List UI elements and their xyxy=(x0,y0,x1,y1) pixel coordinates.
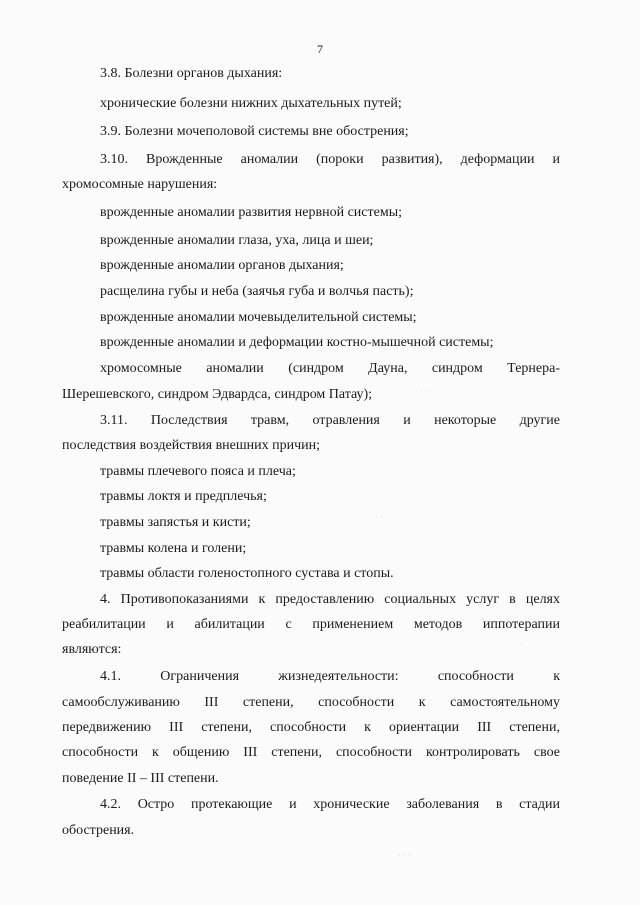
text-line: реабилитации и абилитации с применением методов иппотерапии xyxy=(62,617,560,632)
text-line: врожденные аномалии органов дыхания; xyxy=(100,258,344,273)
text-line: врожденные аномалии глаза, уха, лица и шеи; xyxy=(100,233,374,248)
text-line: травмы области голеностопного сустава и стопы. xyxy=(100,566,394,581)
scan-speck: · · xyxy=(420,386,429,396)
text-line: травмы плечевого пояса и плеча; xyxy=(100,464,296,479)
text-line: врожденные аномалии развития нервной системы; xyxy=(100,205,402,220)
text-line: травмы запястья и кисти; xyxy=(100,515,251,530)
text-line: 4.2. Остро протекающие и хронические заболевания в стадии xyxy=(100,797,560,812)
text-line: 4.1. Ограничения жизнедеятельности: способности к xyxy=(100,669,560,684)
text-line: врожденные аномалии мочевыделительной системы; xyxy=(100,310,417,325)
text-line: Шерешевского, синдром Эдвардса, синдром Патау); xyxy=(62,387,373,402)
scan-speck: · xyxy=(520,640,523,650)
text-line: поведение II – III степени. xyxy=(62,771,219,786)
scan-speck: · · · xyxy=(398,850,412,860)
text-line: 4. Противопоказаниями к предоставлению социальных услуг в целях xyxy=(100,592,560,607)
text-line: хромосомные нарушения: xyxy=(62,177,218,192)
scan-speck: ·· · xyxy=(372,512,384,522)
text-line: обострения. xyxy=(62,823,135,838)
text-line: хромосомные аномалии (синдром Дауна, синдром Тернера- xyxy=(100,361,560,376)
text-line: 3.11. Последствия травм, отравления и некоторые другие xyxy=(100,413,560,428)
text-line: хронические болезни нижних дыхательных путей; xyxy=(100,96,402,111)
text-line: расщелина губы и неба (заячья губа и волчья пасть); xyxy=(100,284,414,299)
text-line: врожденные аномалии и деформации костно-мышечной системы; xyxy=(100,335,494,350)
text-line: травмы колена и голени; xyxy=(100,541,247,556)
page-number: 7 xyxy=(317,42,323,56)
text-line: самообслуживанию III степени, способности к самостоятельному xyxy=(62,695,560,710)
text-line: 3.8. Болезни органов дыхания: xyxy=(100,66,283,81)
text-line: 3.9. Болезни мочеполовой системы вне обострения; xyxy=(100,124,409,139)
text-line: передвижению III степени, способности к ориентации III степени, xyxy=(62,720,560,735)
text-line: травмы локтя и предплечья; xyxy=(100,489,267,504)
text-line: последствия воздействия внешних причин; xyxy=(62,438,321,453)
text-line: являются: xyxy=(62,642,122,657)
text-line: 3.10. Врожденные аномалии (пороки развития), деформации и xyxy=(100,152,560,167)
text-line: способности к общению III степени, способности контролировать свое xyxy=(62,745,560,760)
